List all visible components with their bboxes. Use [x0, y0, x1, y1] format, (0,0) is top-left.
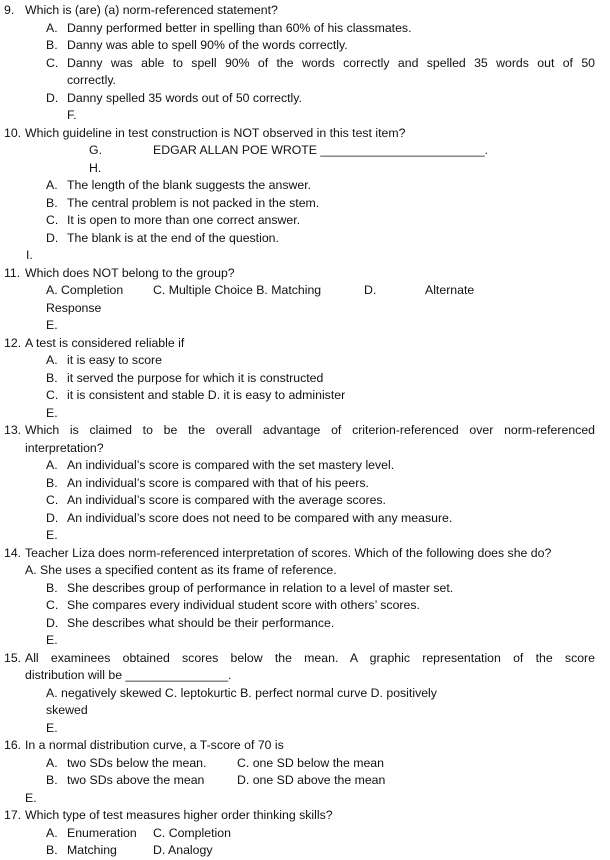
option-c-continued	[0, 72, 604, 90]
question-stem: Which type of test measures higher order thinking skills?	[25, 808, 333, 822]
option-row-continued	[0, 300, 604, 318]
question-stem: Teacher Liza does norm-referenced interpretation of scores. Which of the following does she do?	[25, 545, 552, 560]
option-text: correctly.	[67, 73, 116, 87]
question-number: 12.	[4, 335, 22, 350]
option-letter: D.	[46, 230, 59, 245]
option-text: Danny spelled 35 words out of 50 correctly.	[67, 90, 302, 105]
option-text: An individual’s score does not need to be compared with any measure.	[67, 510, 453, 525]
option-d-text-continued: Response	[46, 300, 102, 315]
option-text: Danny was able to spell 90% of the words correctly.	[67, 38, 348, 52]
test-item	[0, 142, 604, 160]
question-10	[0, 125, 604, 143]
option-text: She compares every individual student score with others’ scores.	[67, 598, 420, 612]
question-number: 13.	[4, 423, 22, 437]
option-text: it served the purpose for which it is constructed	[67, 370, 324, 385]
option-d-text: D. one SD above the mean	[237, 773, 386, 787]
question-13	[0, 422, 604, 440]
option-letter: C.	[46, 213, 59, 227]
question-stem: distribution will be _______________.	[25, 668, 232, 682]
option-row	[0, 825, 604, 843]
option-row	[0, 282, 604, 300]
option-d-text: D. Analogy	[153, 843, 213, 857]
stray-letter	[0, 632, 604, 650]
option-letter: A.	[46, 458, 58, 472]
option-letter: B.	[46, 370, 58, 385]
option-text: Danny was able to spell 90% of the words correctly and spelled 35 words out of 50	[67, 55, 595, 70]
option-letter: C.	[46, 598, 59, 612]
option-row	[0, 685, 604, 703]
stray-letter	[0, 317, 604, 335]
option-a	[0, 352, 604, 370]
option-text: An individual’s score is compared with the average scores.	[67, 493, 386, 507]
option-c	[0, 492, 604, 510]
option-letter: C.	[46, 493, 59, 507]
question-11	[0, 265, 604, 283]
option-c	[0, 387, 604, 405]
option-text: it is consistent and stable D. it is easy to administer	[67, 388, 346, 402]
option-letter: A.	[46, 825, 58, 840]
stray-letter	[0, 790, 604, 808]
question-16	[0, 737, 604, 755]
option-letter: B.	[46, 195, 58, 210]
option-letter: C.	[46, 388, 59, 402]
option-text: An individual’s score is compared with that of his peers.	[67, 475, 369, 490]
option-letter: B.	[46, 580, 58, 595]
stray-letter	[0, 107, 604, 125]
option-letter: A.	[46, 353, 58, 367]
question-stem: In a normal distribution curve, a T-score of 70 is	[25, 738, 284, 752]
worksheet	[0, 2, 604, 860]
option-letter: A.	[46, 755, 58, 770]
option-text: Enumeration	[67, 825, 137, 840]
option-c	[0, 597, 604, 615]
option-a-text: A. She uses a specified content as its frame of reference.	[25, 563, 337, 577]
option-c-text: C. one SD below the mean	[237, 755, 384, 770]
option-letter: D.	[46, 90, 59, 105]
option-text: Danny performed better in spelling than 60% of his classmates.	[67, 20, 412, 35]
question-number: 11.	[4, 265, 21, 280]
option-letter: D.	[46, 510, 59, 525]
option-text: The length of the blank suggests the answer.	[67, 178, 312, 192]
option-text: She describes group of performance in relation to a level of master set.	[67, 580, 454, 595]
option-d	[0, 510, 604, 528]
question-number: 10.	[4, 125, 22, 140]
option-row-continued	[0, 702, 604, 720]
question-17	[0, 807, 604, 825]
option-d	[0, 90, 604, 108]
option-a	[0, 562, 604, 580]
option-letter: B.	[46, 843, 58, 857]
question-14	[0, 545, 604, 563]
option-text: The blank is at the end of the question.	[67, 230, 279, 245]
option-c-b-text: C. Multiple Choice B. Matching	[153, 283, 322, 297]
option-letter: B.	[46, 773, 58, 787]
option-text: It is open to more than one correct answer.	[67, 213, 301, 227]
question-stem-continued	[0, 440, 604, 458]
question-number: 14.	[4, 545, 22, 560]
stray-letter	[0, 405, 604, 423]
question-number: 15.	[4, 650, 22, 665]
question-stem: A test is considered reliable if	[25, 335, 185, 350]
option-d-text: Alternate	[425, 283, 475, 297]
option-text: The central problem is not packed in the stem.	[67, 195, 320, 210]
option-b	[0, 195, 604, 213]
options-text: skewed	[46, 703, 88, 717]
stray-letter	[0, 160, 604, 178]
question-15	[0, 650, 604, 668]
option-letter: C.	[46, 55, 59, 70]
stray-letter-text: H.	[89, 160, 102, 175]
stray-letter	[0, 247, 604, 265]
option-row	[0, 755, 604, 773]
test-item-text: EDGAR ALLAN POE WROTE ________________________.	[153, 143, 488, 157]
option-a	[0, 177, 604, 195]
question-stem-continued	[0, 667, 604, 685]
stray-letter	[0, 527, 604, 545]
option-text: it is easy to score	[67, 353, 162, 367]
stray-letter-text: E.	[25, 790, 37, 805]
option-b	[0, 370, 604, 388]
stray-letter-text: E.	[46, 528, 58, 542]
option-letter: D.	[46, 615, 59, 630]
question-stem: Which is claimed to be the overall advantage of criterion-referenced over norm-referenced	[25, 423, 595, 437]
option-a	[0, 457, 604, 475]
option-b	[0, 580, 604, 598]
option-d	[0, 615, 604, 633]
question-9	[0, 2, 604, 20]
option-row	[0, 842, 604, 860]
stray-letter-text: E.	[46, 633, 58, 647]
question-stem: Which does NOT belong to the group?	[25, 265, 235, 280]
option-c	[0, 212, 604, 230]
option-c	[0, 55, 604, 73]
stray-letter	[0, 720, 604, 738]
option-c-text: C. Completion	[153, 825, 231, 840]
option-row	[0, 772, 604, 790]
question-stem: interpretation?	[25, 440, 104, 455]
option-letter: A.	[46, 20, 58, 35]
options-text: A. negatively skewed C. leptokurtic B. perfect normal curve D. positively	[46, 685, 437, 700]
option-d-letter: D.	[364, 283, 377, 297]
stray-letter-text: F.	[67, 108, 77, 122]
stray-letter-text: E.	[46, 720, 58, 735]
question-12	[0, 335, 604, 353]
option-letter: B.	[46, 475, 58, 490]
option-text: two SDs above the mean	[67, 773, 205, 787]
question-stem: All examinees obtained scores below the mean. A graphic representation of the score	[25, 650, 595, 665]
option-a-text: A. Completion	[46, 283, 124, 297]
option-a	[0, 20, 604, 38]
option-text: She describes what should be their performance.	[67, 615, 335, 630]
option-text: two SDs below the mean.	[67, 755, 207, 770]
question-stem: Which is (are) (a) norm-referenced statement?	[25, 3, 278, 17]
question-number: 16.	[4, 738, 22, 752]
question-stem: Which guideline in test construction is NOT observed in this test item?	[25, 125, 406, 140]
option-letter: B.	[46, 38, 58, 52]
option-d	[0, 230, 604, 248]
question-number: 9.	[4, 3, 15, 17]
option-b	[0, 475, 604, 493]
test-item-label: G.	[89, 143, 102, 157]
stray-letter-text: I.	[26, 248, 33, 262]
option-letter: A.	[46, 178, 58, 192]
option-b	[0, 37, 604, 55]
option-text: Matching	[67, 843, 117, 857]
stray-letter-text: E.	[46, 405, 58, 420]
question-number: 17.	[4, 808, 22, 822]
option-text: An individual’s score is compared with the set mastery level.	[67, 458, 395, 472]
stray-letter-text: E.	[46, 318, 58, 332]
